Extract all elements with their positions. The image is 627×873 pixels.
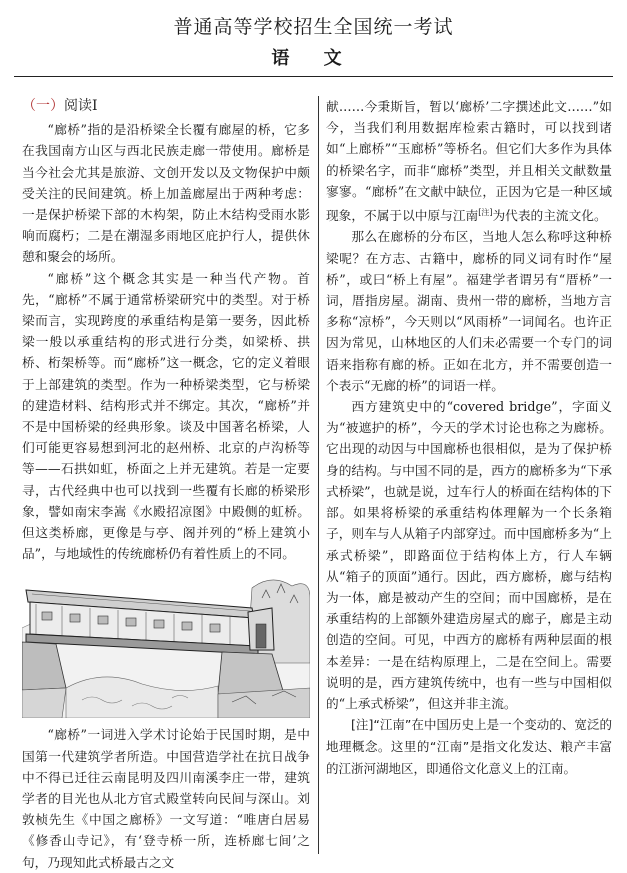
paragraph-5: 西方建筑史中的“covered bridge”，字面义为“被遮护的桥”，今天的学术讨论也称之为廊桥。它出现的动因与中国廊桥也很相似，是为了保护桥身的结构。与中国不同的是，西方的廊桥多为“下承式桥梁”，也就是说，过车行人的桥面在结构体的下部。如果将桥梁的承重结构体理解为一个长条箱子，则车与人从箱子内部穿过。而中国廊桥多为“上承式桥梁”，即路面位于结构体上方，行人车辆从“箱子的顶面”通行。因此，西方廊桥，廊与结构为一体，廊是被动产生的空间；而中国廊桥，是在承重结构的上部额外建造房屋式的廊子，廊是主动创造的空间。可见，中西方的廊桥有两种层面的根本差异：一是在结构原理上，二是在空间上。需要说明的是，西方建筑传统中，也有一些与中国相似的“上承式桥梁”，但这并非主流。: [326, 399, 612, 711]
paragraph-3-continued: [326, 96, 612, 226]
exam-title: 普通高等学校招生全国统一考试: [173, 16, 454, 38]
covered-bridge-illustration: [22, 568, 310, 718]
subject-title: 语 文: [271, 48, 356, 69]
paragraph-3-continued-end: 为代表的主流文化。: [492, 208, 607, 224]
covered-bridge-drawing: [22, 568, 310, 718]
paragraph-2: “廊桥”这个概念其实是一种当代产物。首先，“廊桥”不属于通常桥梁研究中的类型。对于桥梁而言，实现跨度的承重结构是第一要务，因此桥梁一般以承重结构的形式进行分类，如梁桥、拱桥、桁架桥等。而“廊桥”这一概念，它的定义着眼于上部建筑的类型。作为一种桥梁类型，它与桥梁的建造材料、结构形式并不绑定。其次，“廊桥”并不是中国桥梁的经典形象。谈及中国著名桥梁，人们可能更容易想到河北的赵州桥、北京的卢沟桥等等——石拱如虹，桥面之上并无建筑。若是一定要寻，古代经典中也可以找到一些覆有长廊的桥梁形象，譬如南宋李嵩《水殿招凉图》中殿侧的虹桥。但这类桥廊，更像是与亭、阁并列的“桥上建筑小品”，与地域性的传统廊桥仍有着性质上的不同。: [22, 270, 310, 562]
footnote-marker: [注]: [478, 208, 493, 218]
paragraph-3-continued-text: 献……今秉斯旨，暂以‘廊桥’二字撰述此文……”如今，当我们利用数据库检索古籍时，可以找到诸如“上廊桥”“玉廊桥”等桥名。但它们大多作为具体的桥梁名字，而非“廊桥”类型，并且相关文献数量寥寥。“廊桥”在文献中缺位，正因为它是一种区域现象，不属于以中原与江南: [326, 99, 612, 224]
section-heading: [22, 96, 310, 117]
footnote: [注]“江南”在中国历史上是一个变动的、宽泛的地理概念。这里的“江南”是指文化发达、粮产丰富的江浙河湖地区，即通俗文化意义上的江南。: [326, 717, 612, 777]
paragraph-3: “廊桥”一词进入学术讨论始于民国时期，是中国第一代建筑学者所造。中国营造学社在抗日战争中不得已迁往云南昆明及四川南溪李庄一带，建筑学者的目光也从北方官式殿堂转向民间与深山。刘敦桢先生《中国之廊桥》一文写道：“唯唐白居易《修香山寺记》，有‘登寺桥一所，连桥廊七间’之句，乃现知此式桥最古之文: [22, 727, 310, 870]
right-column: [326, 96, 612, 780]
paragraph-4: 那么在廊桥的分布区，当地人怎么称呼这种桥梁呢？在方志、古籍中，廊桥的同义词有时作“屋桥”，或曰“桥上有屋”。福建学者谓另有“厝桥”一词，厝指房屋。湖南、贵州一带的廊桥，当地方言多称“凉桥”，今天则以“风雨桥”一词闻名。也许正因为常见，山林地区的人们未必需要一个专门的词语来指称有廊的桥。正如在北方，并不需要创造一个表示“无廊的桥”的词语一样。: [326, 229, 612, 393]
left-column: [22, 96, 310, 873]
paragraph-1: “廊桥”指的是沿桥梁全长覆有廊屋的桥，它多在我国南方山区与西北民族走廊一带使用。廊桥是当今社会尤其是旅游、文创开发以及文物保护中颇受关注的民间建筑。桥上加盖廊屋出于两种考虑：一是保护桥梁下部的木构架，防止木结构受雨水影响而腐朽；二是在潮湿多雨地区庇护行人，提供休憩和聚会的场所。: [22, 122, 310, 265]
column-divider: [318, 96, 319, 854]
section-number: （一）: [22, 98, 64, 114]
section-label: 阅读Ⅰ: [64, 98, 98, 114]
header-divider: [14, 76, 613, 77]
